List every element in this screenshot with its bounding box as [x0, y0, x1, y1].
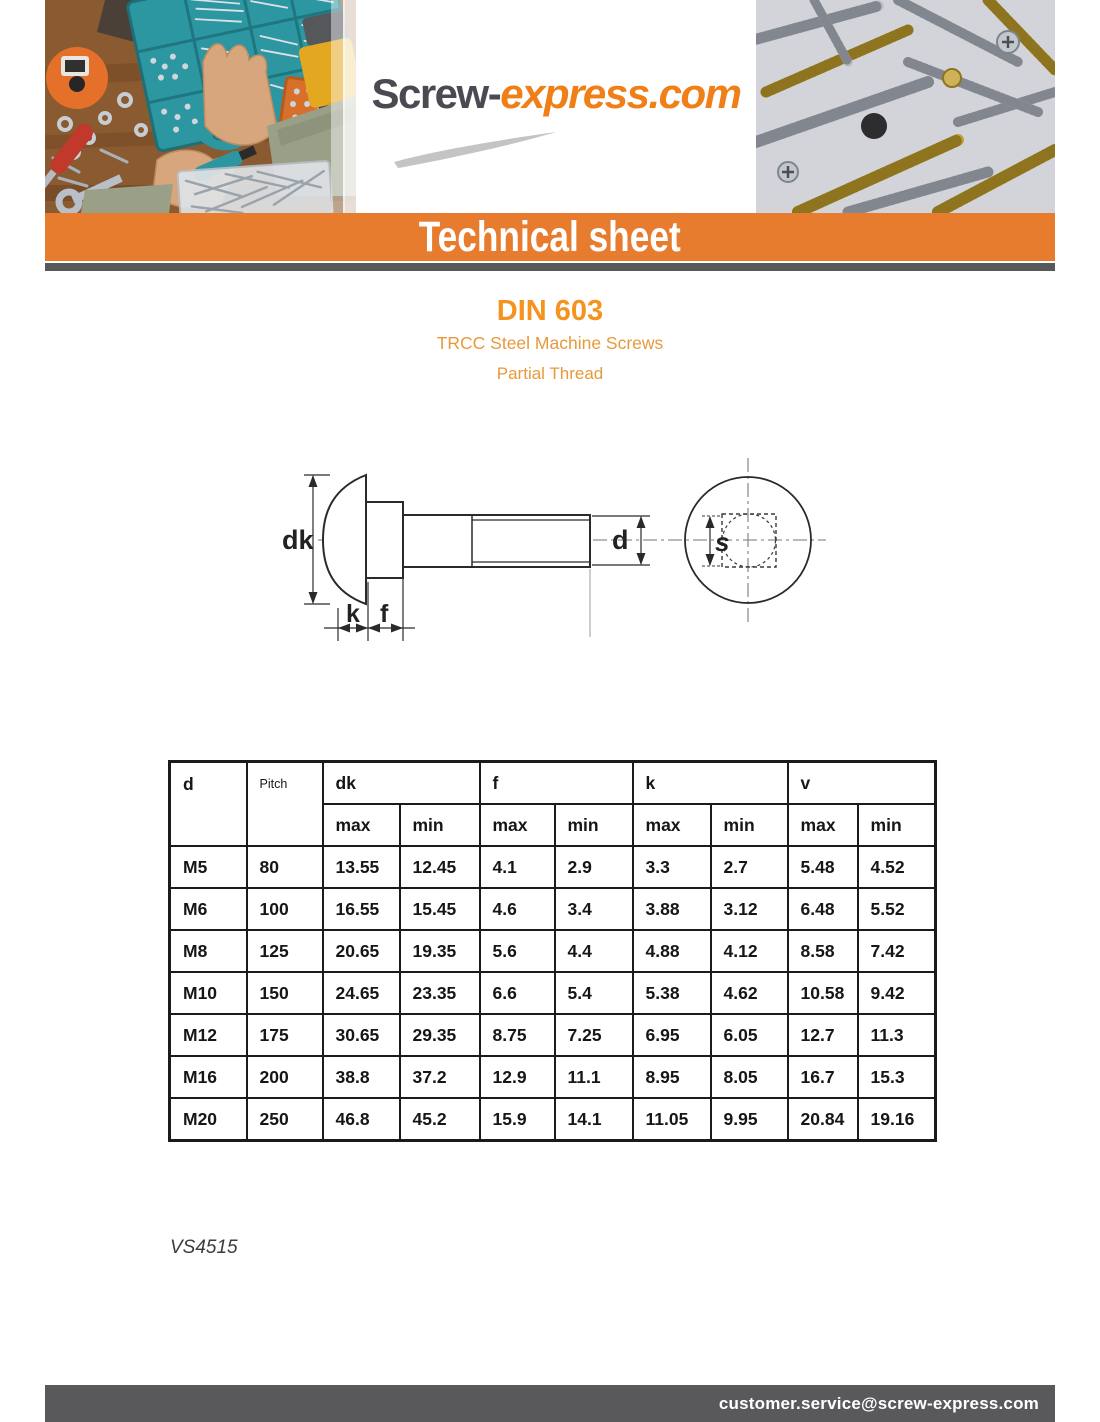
size-cell: M6 [170, 888, 247, 930]
product-name: TRCC Steel Machine Screws [436, 333, 664, 353]
value-cell: 20.65 [323, 930, 400, 972]
value-cell: 200 [247, 1056, 323, 1098]
banner [45, 213, 1055, 261]
value-cell: 2.9 [555, 846, 633, 888]
value-cell: 8.95 [633, 1056, 711, 1098]
value-cell: 6.6 [480, 972, 555, 1014]
col-header-f-max: max [480, 804, 555, 846]
footer-bar [45, 1385, 1055, 1422]
technical-drawing [270, 445, 830, 655]
table-row [170, 972, 936, 1014]
col-header-v-min: min [858, 804, 936, 846]
value-cell: 7.25 [555, 1014, 633, 1056]
value-cell: 100 [247, 888, 323, 930]
value-cell: 4.4 [555, 930, 633, 972]
value-cell: 19.16 [858, 1098, 936, 1141]
size-cell: M12 [170, 1014, 247, 1056]
col-header-d: d [170, 762, 247, 847]
value-cell: 15.3 [858, 1056, 936, 1098]
footer-email-link[interactable]: customer.service@screw-express.com [718, 1393, 1039, 1413]
value-cell: 4.1 [480, 846, 555, 888]
table-row [170, 846, 936, 888]
value-cell: 20.84 [788, 1098, 858, 1141]
banner-divider [45, 263, 1055, 271]
screws-photo [756, 0, 1055, 213]
brand-logo [356, 70, 756, 118]
dim-label-f: f [380, 600, 389, 628]
value-cell: 5.52 [858, 888, 936, 930]
banner-title: Technical sheet [419, 212, 681, 261]
size-cell: M10 [170, 972, 247, 1014]
col-header-pitch: Pitch [247, 762, 323, 847]
value-cell: 3.12 [711, 888, 788, 930]
size-cell: M16 [170, 1056, 247, 1098]
value-cell: 5.48 [788, 846, 858, 888]
value-cell: 13.55 [323, 846, 400, 888]
value-cell: 5.38 [633, 972, 711, 1014]
value-cell: 11.1 [555, 1056, 633, 1098]
col-header-f-min: min [555, 804, 633, 846]
value-cell: 4.6 [480, 888, 555, 930]
value-cell: 150 [247, 972, 323, 1014]
value-cell: 24.65 [323, 972, 400, 1014]
value-cell: 2.7 [711, 846, 788, 888]
value-cell: 7.42 [858, 930, 936, 972]
thread-type: Partial Thread [496, 364, 604, 383]
dim-label-k: k [346, 600, 360, 628]
value-cell: 5.6 [480, 930, 555, 972]
value-cell: 175 [247, 1014, 323, 1056]
col-group-v: v [788, 762, 936, 805]
brand-logo-part1: Screw- [371, 70, 501, 117]
value-cell: 125 [247, 930, 323, 972]
value-cell: 3.88 [633, 888, 711, 930]
logo-zone [356, 0, 756, 213]
value-cell: 15.45 [400, 888, 480, 930]
table-row [170, 1056, 936, 1098]
value-cell: 29.35 [400, 1014, 480, 1056]
value-cell: 8.75 [480, 1014, 555, 1056]
screws-photo-art [756, 0, 1055, 213]
value-cell: 11.05 [633, 1098, 711, 1141]
value-cell: 250 [247, 1098, 323, 1141]
dimensions-table [168, 760, 937, 1142]
value-cell: 9.95 [711, 1098, 788, 1141]
value-cell: 16.55 [323, 888, 400, 930]
value-cell: 4.62 [711, 972, 788, 1014]
dim-label-dk: dk [282, 525, 314, 555]
value-cell: 4.52 [858, 846, 936, 888]
value-cell: 37.2 [400, 1056, 480, 1098]
col-header-dk-max: max [323, 804, 400, 846]
workbench-photo-art [45, 0, 356, 213]
col-group-dk: dk [323, 762, 480, 805]
value-cell: 9.42 [858, 972, 936, 1014]
col-header-dk-min: min [400, 804, 480, 846]
table-row [170, 1098, 936, 1141]
value-cell: 16.7 [788, 1056, 858, 1098]
value-cell: 23.35 [400, 972, 480, 1014]
table-row [170, 930, 936, 972]
value-cell: 3.3 [633, 846, 711, 888]
col-group-k: k [633, 762, 788, 805]
logo-swoosh [392, 128, 562, 172]
value-cell: 46.8 [323, 1098, 400, 1141]
value-cell: 4.12 [711, 930, 788, 972]
value-cell: 6.95 [633, 1014, 711, 1056]
value-cell: 38.8 [323, 1056, 400, 1098]
table-header-row-groups [170, 762, 936, 805]
value-cell: 45.2 [400, 1098, 480, 1141]
value-cell: 19.35 [400, 930, 480, 972]
spec-table-body [170, 846, 936, 1141]
value-cell: 4.88 [633, 930, 711, 972]
dim-label-d: d [612, 525, 629, 555]
value-cell: 10.58 [788, 972, 858, 1014]
value-cell: 12.45 [400, 846, 480, 888]
size-cell: M5 [170, 846, 247, 888]
value-cell: 6.48 [788, 888, 858, 930]
value-cell: 11.3 [858, 1014, 936, 1056]
col-group-f: f [480, 762, 633, 805]
value-cell: 12.9 [480, 1056, 555, 1098]
value-cell: 12.7 [788, 1014, 858, 1056]
value-cell: 8.05 [711, 1056, 788, 1098]
value-cell: 5.4 [555, 972, 633, 1014]
value-cell: 8.58 [788, 930, 858, 972]
value-cell: 14.1 [555, 1098, 633, 1141]
table-row [170, 1014, 936, 1056]
size-cell: M20 [170, 1098, 247, 1141]
doc-code: VS4515 [170, 1237, 238, 1258]
value-cell: 80 [247, 846, 323, 888]
value-cell: 15.9 [480, 1098, 555, 1141]
col-header-k-max: max [633, 804, 711, 846]
brand-logo-part2: express.com [500, 70, 741, 117]
value-cell: 3.4 [555, 888, 633, 930]
dim-label-s: s [715, 527, 730, 557]
standard-title: DIN 603 [496, 295, 604, 327]
value-cell: 6.05 [711, 1014, 788, 1056]
size-cell: M8 [170, 930, 247, 972]
table-row [170, 888, 936, 930]
workbench-photo [45, 0, 356, 213]
value-cell: 30.65 [323, 1014, 400, 1056]
col-header-k-min: min [711, 804, 788, 846]
col-header-v-max: max [788, 804, 858, 846]
